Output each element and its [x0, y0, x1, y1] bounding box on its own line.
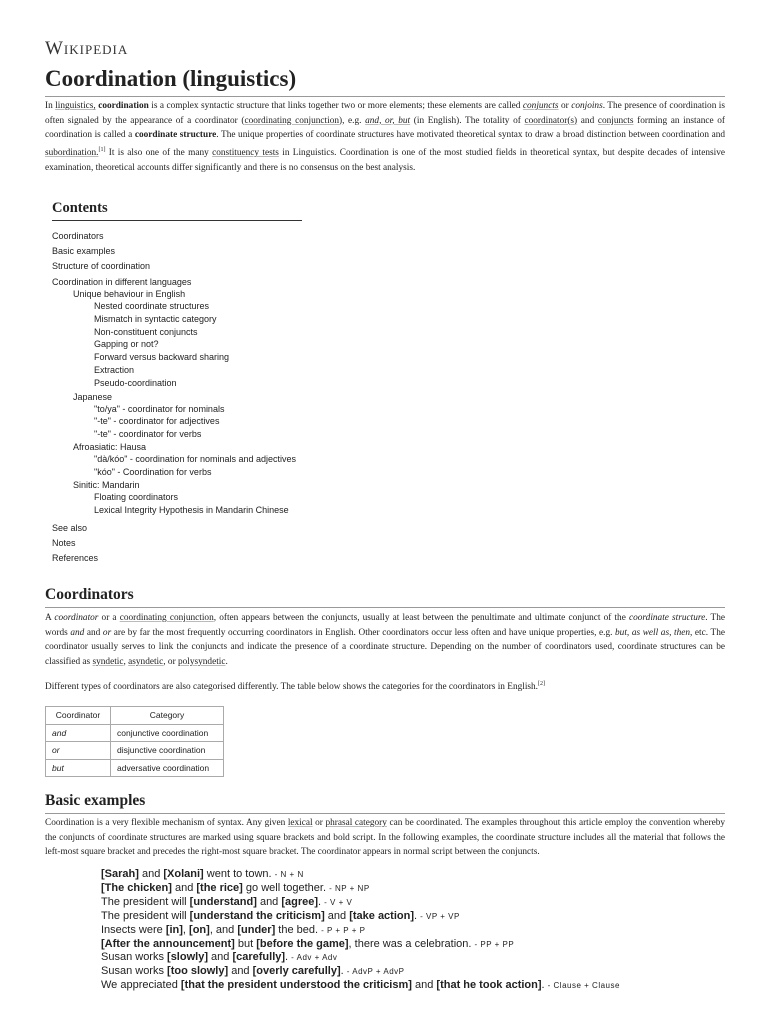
text-run: [understand the criticism]	[189, 909, 325, 922]
text-run: , and	[209, 923, 238, 936]
text-run: - Adv + Adv	[291, 953, 338, 963]
text-run: and	[324, 909, 350, 922]
text-run: and	[70, 627, 85, 638]
wikipedia-logo[interactable]: Wikipedia	[45, 38, 129, 59]
inline-link[interactable]: phrasal category	[325, 818, 387, 828]
text-run: [The chicken]	[101, 881, 172, 894]
toc-item-mandarin[interactable]: Sinitic: Mandarin	[73, 480, 140, 490]
text-run: - V + V	[324, 897, 353, 907]
table-row	[46, 759, 224, 777]
inline-link[interactable]: asyndetic	[128, 657, 164, 668]
text-run: but	[234, 937, 257, 950]
table-cell: conjunctive coordination	[111, 724, 224, 742]
text-run: [understand]	[189, 895, 257, 908]
toc-item-te-adjectives[interactable]: "-te" - coordinator for adjectives	[94, 416, 220, 426]
table-cell: and	[46, 724, 111, 742]
inline-link[interactable]: coordinating conjunction	[119, 613, 214, 623]
table-header: Category	[111, 707, 224, 725]
text-run: [that he took action]	[436, 979, 542, 992]
text-run: [overly carefully]	[252, 965, 341, 978]
text-run: ,	[123, 657, 129, 668]
text-run: [slowly]	[167, 951, 208, 964]
example-sentence	[101, 910, 620, 924]
text-run: .	[414, 909, 421, 922]
text-run: forming an instance of coordination is called a	[45, 115, 725, 141]
example-sentence	[101, 882, 620, 896]
toc-item-coordinators[interactable]: Coordinators	[52, 231, 104, 241]
inline-link[interactable]: subordination.	[45, 148, 99, 159]
example-sentence	[101, 979, 620, 993]
text-run: [1]	[98, 147, 106, 154]
text-run: - P + P + P	[321, 925, 366, 935]
coordinators-table-intro	[45, 677, 725, 695]
text-run: the bed.	[275, 923, 322, 936]
toc-item-floating[interactable]: Floating coordinators	[94, 492, 179, 502]
text-run: [2]	[538, 681, 546, 687]
text-run: coordinate structure	[628, 613, 706, 623]
text-run: and	[84, 627, 103, 638]
text-run: . The presence of coordination is often signaled by the appearance of a coordinator (	[45, 101, 725, 126]
coordinator-table	[45, 706, 224, 777]
text-run: and	[207, 951, 233, 964]
text-run: , often appears between the conjuncts, usually at least between the penultimate and ultimate conjunct of the	[213, 613, 629, 623]
text-run: ), e.g.	[339, 115, 366, 126]
toc-item-lexical-integrity[interactable]: Lexical Integrity Hypothesis in Mandarin Chinese	[94, 505, 289, 515]
example-sentence	[101, 951, 620, 965]
text-run: and	[138, 868, 164, 880]
table-cell: or	[46, 742, 111, 760]
intro-paragraph	[45, 99, 725, 176]
text-run: - Clause + Clause	[547, 981, 620, 991]
example-sentence	[101, 965, 620, 979]
coordinators-paragraph	[45, 611, 725, 670]
text-run: but, as well as, then,	[615, 627, 693, 638]
text-run: etc. The coordinator usually serves to link the conjuncts and indicate the presence of a coordinate structure. Depending on the number of coordinators used, coordinate structures can be classified as	[45, 627, 725, 668]
text-run: or	[102, 627, 112, 638]
page-title: Coordination (linguistics)	[45, 66, 725, 97]
toc-title: Contents	[52, 200, 302, 221]
text-run: [carefully]	[232, 951, 286, 964]
text-run: and	[228, 965, 253, 978]
text-run: go well together.	[242, 881, 330, 894]
toc-item-hausa[interactable]: Afroasiatic: Hausa	[73, 442, 147, 452]
toc-item-mismatch[interactable]: Mismatch in syntactic category	[94, 314, 217, 324]
text-run: - N + N	[274, 870, 304, 879]
text-run: Susan works	[101, 965, 168, 978]
text-run: [in]	[165, 923, 183, 936]
text-run: coordinate structure	[134, 130, 217, 141]
table-cell: adversative coordination	[111, 759, 224, 777]
text-run: and	[171, 881, 197, 894]
table-header: Coordinator	[46, 707, 111, 725]
text-run: [the rice]	[196, 881, 243, 894]
text-run: or	[558, 101, 572, 111]
text-run: [Xolani]	[163, 868, 204, 880]
text-run: [under]	[237, 923, 276, 936]
toc-item-basic-examples[interactable]: Basic examples	[52, 246, 116, 256]
inline-link[interactable]: coordinator(s)	[524, 115, 578, 126]
example-sentence	[101, 924, 620, 938]
toc-item-structure[interactable]: Structure of coordination	[52, 261, 151, 271]
inline-link[interactable]: conjuncts	[522, 101, 559, 111]
text-run: [Sarah]	[101, 868, 139, 880]
text-run: in Linguistics. Coordination is one of the most studied fields in theoretical syntax, but despite decades of intensive examination, theoretical accounts differ significantly and there is no consensus on the best analysis.	[45, 148, 725, 173]
basic-examples-paragraph	[45, 816, 725, 860]
text-run: - NP + NP	[329, 883, 370, 893]
inline-link[interactable]: linguistics,	[55, 101, 96, 111]
example-sentence	[101, 868, 620, 882]
text-run: We appreciated	[101, 979, 181, 992]
inline-link[interactable]: conjuncts	[597, 115, 634, 126]
toc-item-nested[interactable]: Nested coordinate structures	[94, 301, 210, 311]
toc-item-japanese[interactable]: Japanese	[73, 392, 113, 402]
text-run: or a	[98, 613, 120, 623]
table-of-contents	[52, 200, 302, 563]
text-run: The president will	[101, 895, 190, 908]
toc-item-koo-verbs[interactable]: "kóo" - Coordination for verbs	[94, 467, 212, 477]
inline-link[interactable]: constituency tests	[212, 148, 279, 159]
inline-link[interactable]: lexical	[287, 818, 313, 828]
example-sentence	[101, 938, 620, 952]
text-run: . The words	[45, 613, 726, 638]
table-cell: disjunctive coordination	[111, 742, 224, 760]
text-run: , or	[163, 657, 178, 668]
example-sentence	[101, 896, 620, 910]
text-run: [too slowly]	[167, 965, 229, 978]
table-row	[46, 724, 224, 742]
text-run: can be coordinated. The examples throughout this article employ the convention whereby the conjuncts of coordinate structures are marked using square brackets and bold script. In the following examples, the coordinate structure includes all the material that follows the left-most square bracket and precedes the right-most square bracket. The coordinator appears in normal script between the conjuncts.	[45, 818, 725, 858]
inline-link[interactable]: coordinating conjunction	[244, 115, 339, 126]
inline-link[interactable]: polysyndetic	[177, 657, 226, 668]
text-run: , there was a celebration.	[348, 937, 475, 950]
text-run: are by far the most frequently occurring coordinators in English. Other coordinators occur less often and have unique properties, e.g.	[111, 627, 616, 638]
text-run: Coordination is a very flexible mechanism of syntax. Any given	[45, 818, 288, 828]
text-run: .	[541, 979, 548, 992]
toc-item-non-constituent[interactable]: Non-constituent conjuncts	[94, 327, 198, 337]
text-run: [before the game]	[256, 937, 349, 950]
table-row	[46, 742, 224, 760]
toc-item-references[interactable]: References	[52, 553, 99, 563]
text-run: Insects were	[101, 923, 166, 936]
text-run: (in English). The totality of	[410, 115, 525, 126]
text-run: . The unique properties of coordinate structures have motivated theoretical syntax to draw a broad distinction between coordination and	[216, 130, 725, 141]
text-run: - PP + PP	[474, 939, 515, 949]
inline-link[interactable]: syndetic	[92, 657, 124, 668]
inline-link[interactable]: and, or, but	[365, 115, 411, 126]
text-run: In	[45, 101, 56, 111]
text-run: ,	[182, 923, 190, 936]
text-run: Susan works	[101, 951, 168, 964]
text-run: [that the president understood the criticism]	[180, 979, 412, 992]
toc-item-languages[interactable]: Coordination in different languages	[52, 277, 192, 287]
toc-item-gapping[interactable]: Gapping or not?	[94, 339, 159, 349]
text-run: or	[312, 818, 326, 828]
text-run: [take action]	[349, 909, 414, 922]
text-run: A	[45, 613, 55, 623]
text-run: - AdvP + AdvP	[346, 967, 405, 977]
text-run: [agree]	[281, 895, 319, 908]
text-run: is a complex syntactic structure that links together two or more elements; these elements are called	[148, 101, 523, 111]
text-run: and	[256, 895, 282, 908]
text-run: - VP + VP	[420, 911, 460, 921]
toc-item-te-verbs[interactable]: "-te" - coordinator for verbs	[94, 429, 202, 439]
example-list	[101, 868, 620, 993]
text-run: went to town.	[203, 868, 275, 880]
heading-coordinators: Coordinators	[45, 586, 725, 608]
text-run: [on]	[189, 923, 210, 936]
text-run: and	[577, 115, 598, 126]
toc-item-da-koo[interactable]: "dà/kóo" - coordination for nominals and adjectives	[94, 454, 297, 464]
text-run: .	[285, 951, 292, 964]
text-run: .	[225, 657, 228, 668]
toc-item-extraction[interactable]: Extraction	[94, 365, 135, 375]
toc-item-see-also[interactable]: See also	[52, 523, 88, 533]
text-run: conjoins	[571, 101, 603, 111]
toc-item-notes[interactable]: Notes	[52, 538, 76, 548]
text-run: It is also one of the many	[105, 148, 213, 159]
toc-item-sharing[interactable]: Forward versus backward sharing	[94, 352, 230, 362]
text-run: .	[340, 965, 347, 978]
text-run: Different types of coordinators are also categorised differently. The table below shows the categories for the coordinators in English.	[45, 682, 539, 693]
text-run: [After the announcement]	[101, 937, 235, 950]
table-cell: but	[46, 759, 111, 777]
text-run: coordination	[98, 101, 149, 111]
text-run: The president will	[101, 909, 190, 922]
text-run: and	[411, 979, 437, 992]
toc-item-to-ya[interactable]: "to/ya" - coordinator for nominals	[94, 404, 225, 414]
toc-item-english[interactable]: Unique behaviour in English	[73, 289, 186, 299]
text-run: coordinator	[54, 613, 99, 623]
toc-item-pseudo[interactable]: Pseudo-coordination	[94, 378, 177, 388]
heading-basic-examples: Basic examples	[45, 792, 725, 814]
text-run: .	[318, 895, 325, 908]
